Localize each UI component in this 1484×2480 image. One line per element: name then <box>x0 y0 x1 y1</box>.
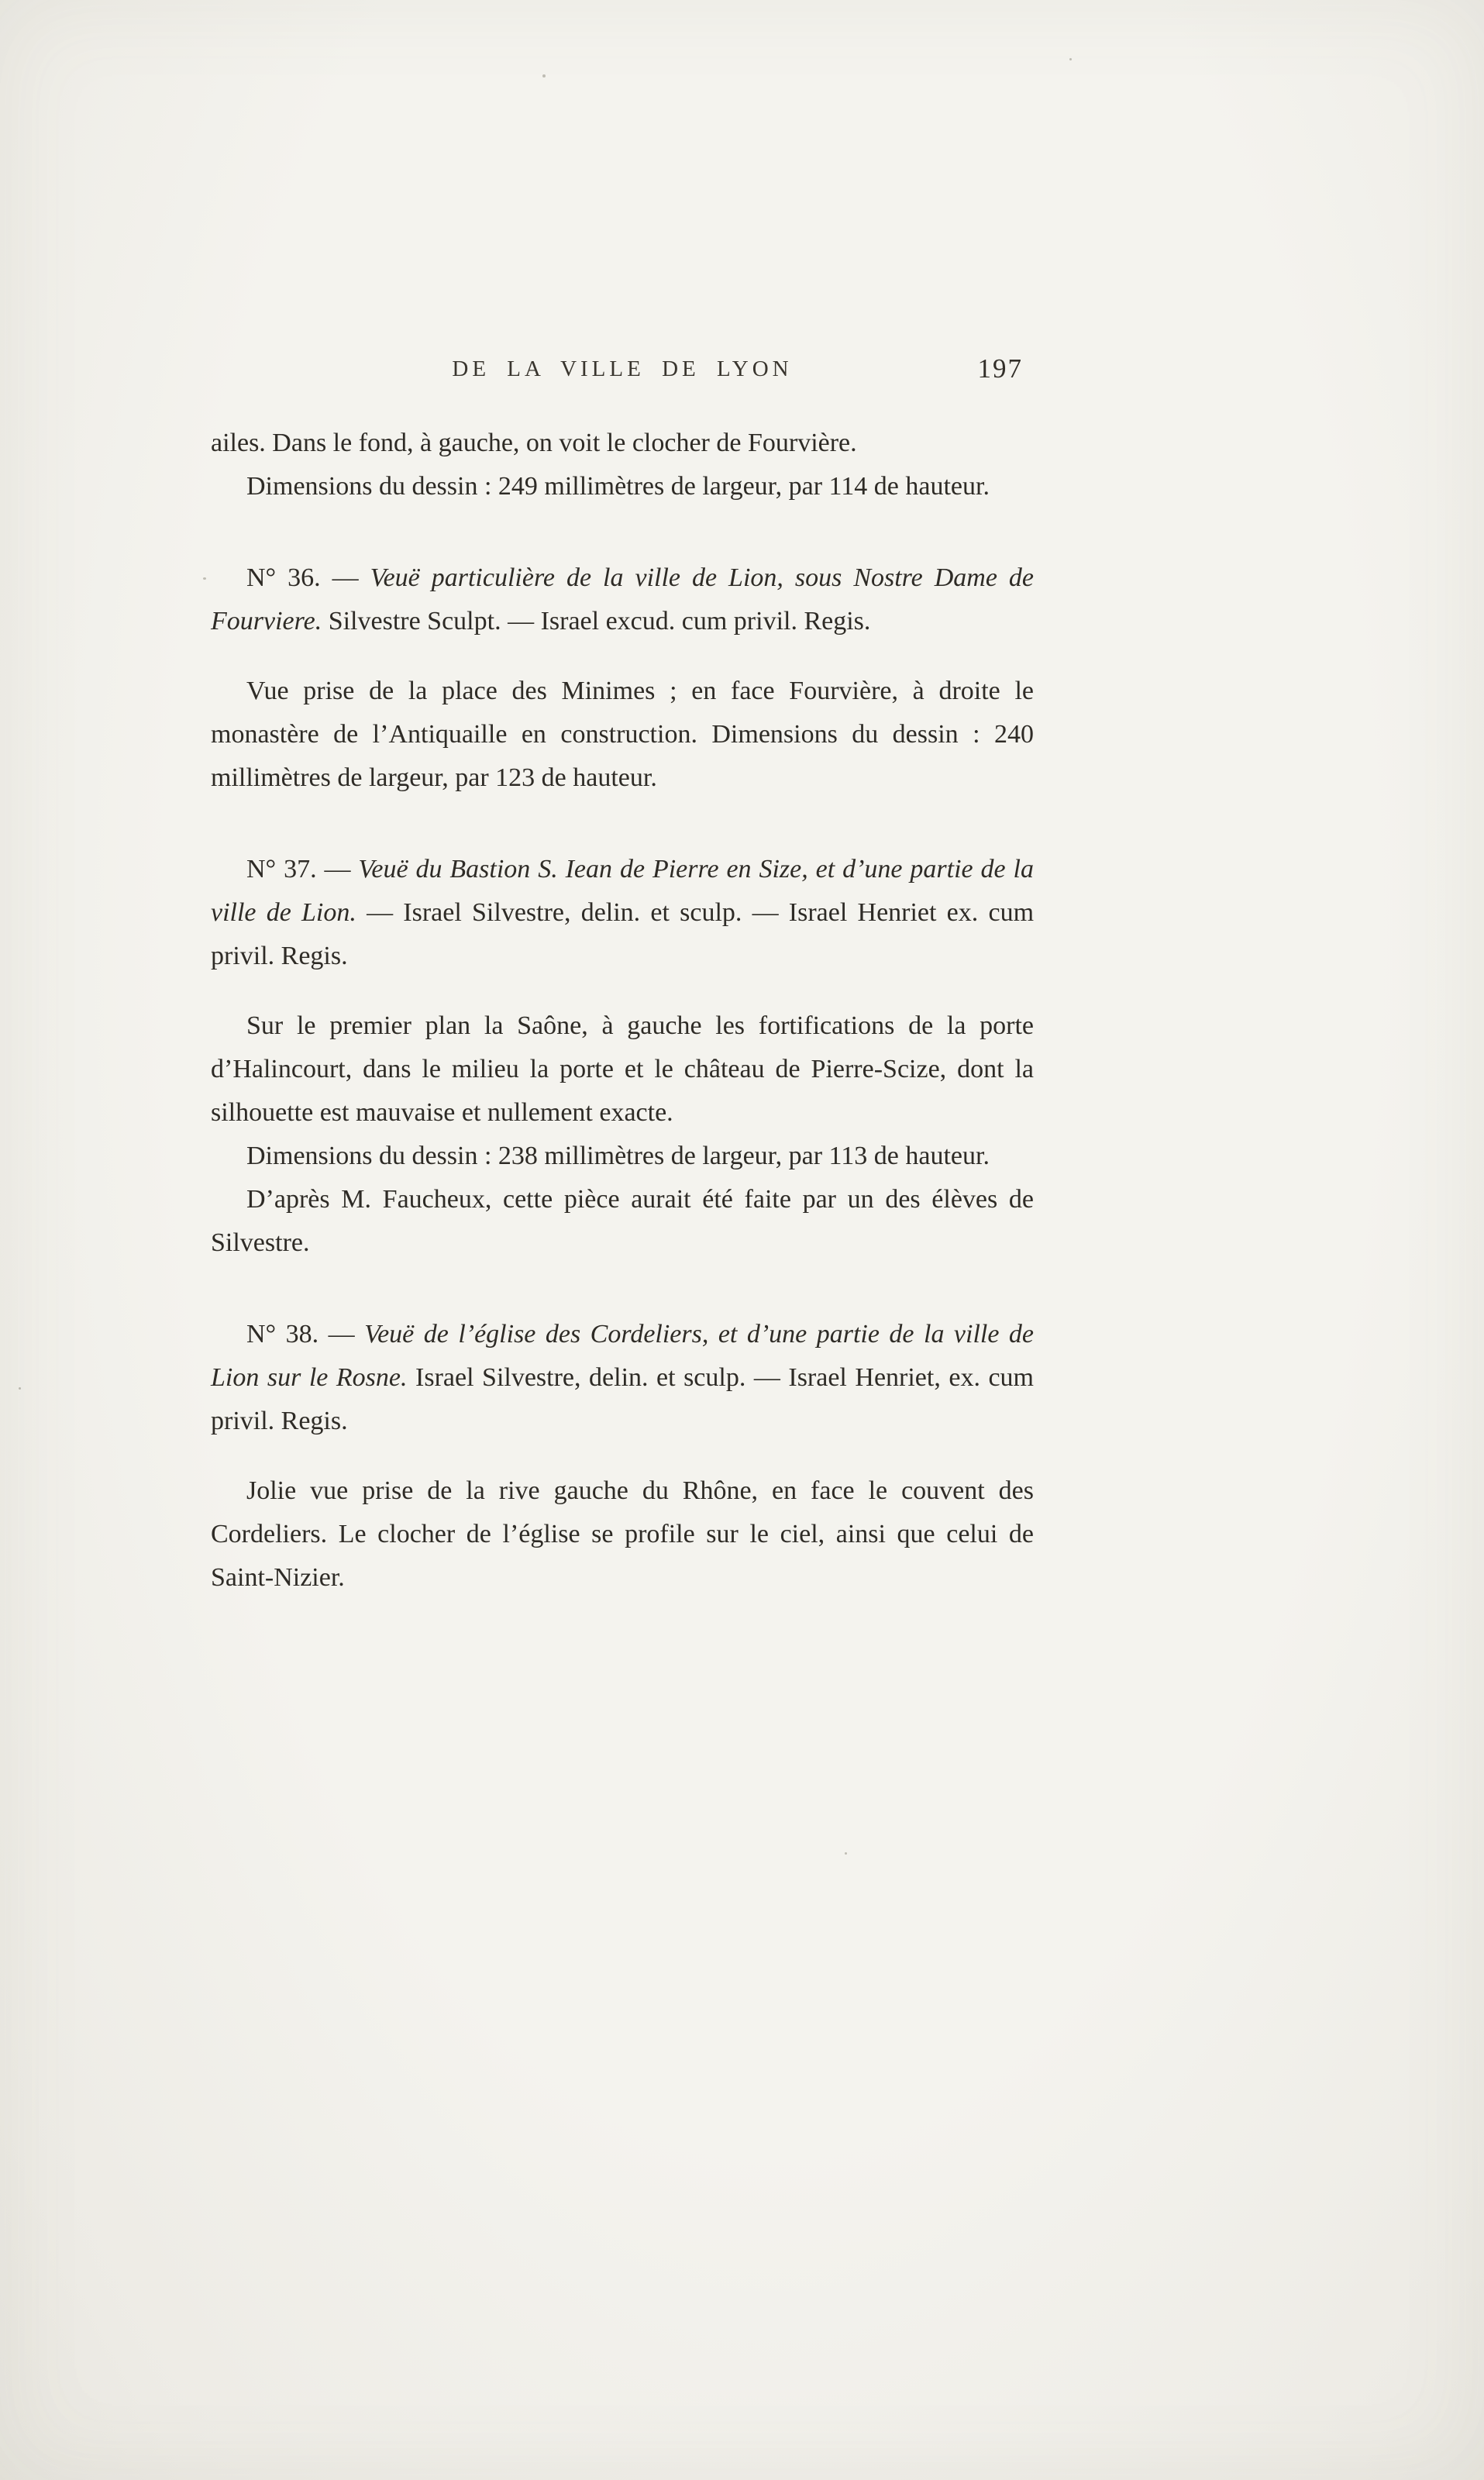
text-run: Vue prise de la place des Minimes ; en face Fourvière, à droite le monastère de l’Antiquaille en construction. Dimensions du dessin : 240 millimètres de largeur, par 123 de hauteur. <box>211 677 1034 792</box>
text-run: Dimensions du dessin : 238 millimètres de largeur, par 113 de hauteur. <box>246 1142 990 1170</box>
entry-37-heading <box>211 848 1034 978</box>
running-title: DE LA VILLE DE LYON <box>452 356 793 381</box>
running-header <box>211 353 1034 401</box>
text-run: N° 36. — <box>246 563 370 592</box>
paragraph-dimensions-238 <box>211 1135 1034 1178</box>
text-run: Jolie vue prise de la rive gauche du Rhône, en face le couvent des Cordeliers. Le clocher de l’église se profile sur le ciel, ainsi que celui de Saint-Nizier. <box>211 1476 1034 1592</box>
text-run: Israel Silvestre, delin. et sculp. — Israel Henriet, ex. cum privil. Regis. <box>211 1363 1035 1435</box>
text-run: Sur le premier plan la Saône, à gauche les fortifications de la porte d’Halincourt, dans le milieu la porte et le château de Pierre-Scize, dont la silhouette est mauvaise et nullement exacte. <box>211 1011 1034 1127</box>
text-run: N° 37. — <box>246 855 359 884</box>
scan-speck <box>542 74 546 78</box>
italic-text-run: Veuë de l’église des Cordeliers, et d’une partie de la ville de Lion sur le Rosne. <box>211 1320 1035 1392</box>
paragraph-continuation <box>211 422 1034 465</box>
italic-text-run: Veuë du Bastion S. Iean de Pierre en Size, et d’une partie de la ville de Lion. <box>211 855 1034 927</box>
entry-38-heading <box>211 1313 1034 1443</box>
paragraph-faucheux <box>211 1178 1034 1265</box>
scan-speck <box>845 1852 847 1855</box>
text-run: Silvestre Sculpt. — Israel excud. cum privil. Regis. <box>322 607 871 636</box>
scan-speck <box>1069 58 1072 60</box>
text-run: N° 38. — <box>246 1320 365 1348</box>
entry-38-description <box>211 1469 1034 1600</box>
scan-speck <box>19 1387 21 1390</box>
entry-36-heading <box>211 556 1034 643</box>
text-run: — Israel Silvestre, delin. et sculp. — Israel Henriet ex. cum privil. Regis. <box>211 898 1035 970</box>
text-run: Dimensions du dessin : 249 millimètres de largeur, par 114 de hauteur. <box>246 472 990 501</box>
page-number: 197 <box>977 353 1023 384</box>
body-text <box>211 422 1034 1600</box>
entry-36-description <box>211 670 1034 800</box>
scan-speck <box>203 577 206 580</box>
paragraph-dimensions-249 <box>211 465 1034 508</box>
italic-text-run: Veuë particulière de la ville de Lion, sous Nostre Dame de Fourviere. <box>211 563 1034 636</box>
text-run: D’après M. Faucheux, cette pièce aurait été faite par un des élèves de Silvestre. <box>211 1185 1034 1257</box>
text-run: ailes. Dans le fond, à gauche, on voit le clocher de Fourvière. <box>211 429 857 457</box>
text-block <box>211 353 1034 1600</box>
entry-37-description <box>211 1004 1034 1135</box>
